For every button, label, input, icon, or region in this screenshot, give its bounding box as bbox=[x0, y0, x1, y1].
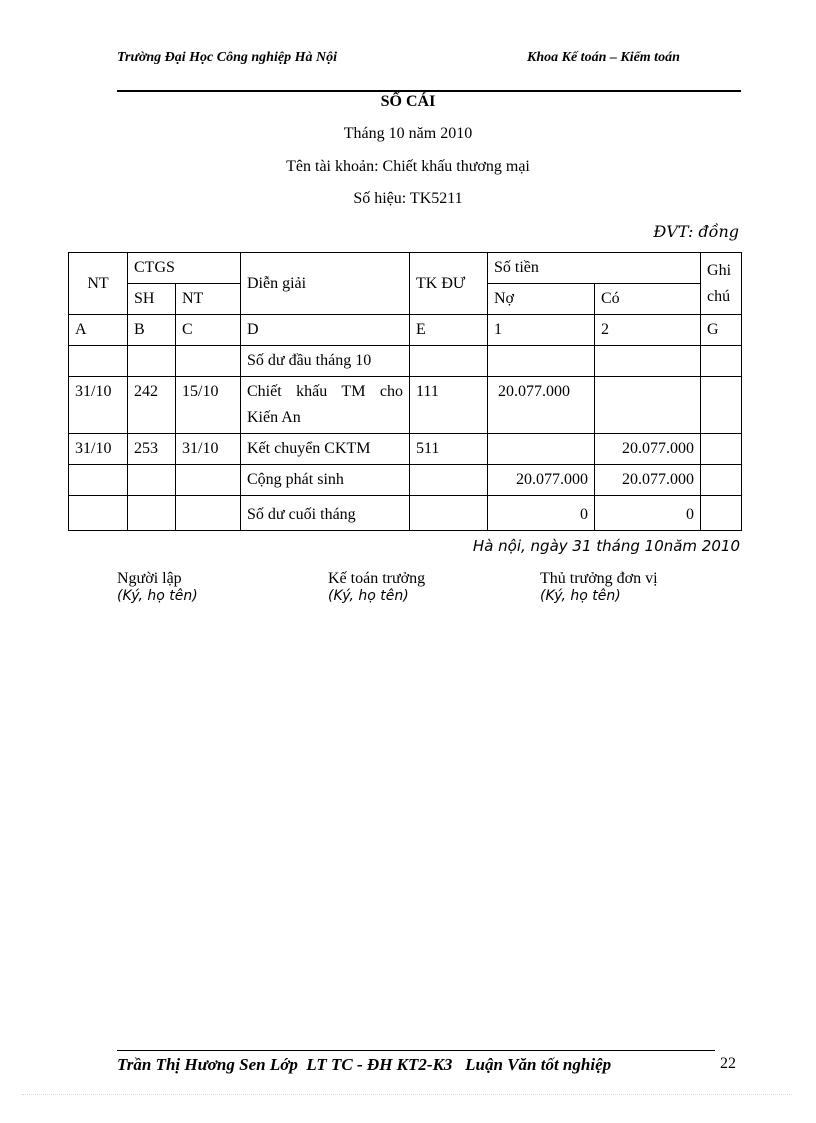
code-row bbox=[69, 315, 742, 346]
department-name: Khoa Kế toán – Kiểm toán bbox=[527, 50, 680, 65]
cell-nt bbox=[69, 346, 128, 377]
col-nt-header: NT bbox=[69, 253, 128, 315]
cell-nt2 bbox=[176, 465, 241, 496]
cell-credit bbox=[595, 377, 701, 434]
signature-note: (Ký, họ tên) bbox=[328, 588, 409, 604]
footer-text: Trần Thị Hương Sen Lớp LT TC - ĐH KT2-K3 Luận Văn tốt nghiệp bbox=[117, 1055, 612, 1074]
cell-debit: 0 bbox=[488, 496, 595, 531]
cell-desc: Số dư cuối tháng bbox=[241, 496, 410, 531]
col-amount-header: Số tiền bbox=[488, 253, 701, 284]
cell-debit bbox=[488, 346, 595, 377]
code-cell: C bbox=[176, 315, 241, 346]
ledger-title: SỔ CÁI bbox=[380, 93, 436, 110]
cell-credit bbox=[595, 346, 701, 377]
cell-sh: 253 bbox=[128, 434, 176, 465]
col-credit-header: Có bbox=[595, 284, 701, 315]
signature-role: Người lập bbox=[117, 570, 182, 587]
cell-credit: 0 bbox=[595, 496, 701, 531]
cell-nt: 31/10 bbox=[69, 377, 128, 434]
signature-note: (Ký, họ tên) bbox=[117, 588, 198, 604]
cell-note bbox=[701, 346, 742, 377]
unit-label: ĐVT: đồng bbox=[653, 222, 739, 241]
cell-sh bbox=[128, 465, 176, 496]
cell-note bbox=[701, 496, 742, 531]
cell-note bbox=[701, 465, 742, 496]
cell-sh bbox=[128, 346, 176, 377]
table-row bbox=[69, 377, 742, 434]
col-description-header: Diễn giải bbox=[241, 253, 410, 315]
page-number: 22 bbox=[720, 1055, 736, 1072]
cell-tk: 511 bbox=[410, 434, 488, 465]
cell-nt2: 31/10 bbox=[176, 434, 241, 465]
cell-nt2 bbox=[176, 496, 241, 531]
cell-debit: 20.077.000 bbox=[488, 465, 595, 496]
signature-role: Thủ trưởng đơn vị bbox=[540, 570, 658, 587]
cell-desc: Chiết khấu TM cho Kiến An bbox=[241, 377, 410, 434]
date-line: Hà nội, ngày 31 tháng 10năm 2010 bbox=[472, 537, 740, 555]
cell-sh: 242 bbox=[128, 377, 176, 434]
header-row-1 bbox=[69, 253, 742, 284]
col-debit-header: Nợ bbox=[488, 284, 595, 315]
table-row bbox=[69, 496, 742, 531]
cell-nt: 31/10 bbox=[69, 434, 128, 465]
signature-preparer bbox=[117, 570, 198, 604]
cell-desc: Kết chuyển CKTM bbox=[241, 434, 410, 465]
col-sh-header: SH bbox=[128, 284, 176, 315]
col-note-header: Ghi chú bbox=[701, 253, 742, 315]
cell-tk: 111 bbox=[410, 377, 488, 434]
cell-tk bbox=[410, 465, 488, 496]
cell-debit: 20.077.000 bbox=[488, 377, 595, 434]
code-cell: D bbox=[241, 315, 410, 346]
table-row bbox=[69, 465, 742, 496]
code-cell: B bbox=[128, 315, 176, 346]
cell-credit: 20.077.000 bbox=[595, 434, 701, 465]
ledger-month: Tháng 10 năm 2010 bbox=[343, 125, 473, 142]
account-name: Tên tài khoản: Chiết khấu thương mại bbox=[286, 158, 530, 175]
cell-tk bbox=[410, 346, 488, 377]
footer-divider bbox=[117, 1050, 715, 1051]
cell-tk bbox=[410, 496, 488, 531]
signature-note: (Ký, họ tên) bbox=[540, 588, 621, 604]
cell-nt2: 15/10 bbox=[176, 377, 241, 434]
cell-desc: Số dư đầu tháng 10 bbox=[241, 346, 410, 377]
cell-nt bbox=[69, 465, 128, 496]
header-divider bbox=[117, 90, 741, 92]
table-row bbox=[69, 434, 742, 465]
cell-sh bbox=[128, 496, 176, 531]
code-cell: 1 bbox=[488, 315, 595, 346]
cell-credit: 20.077.000 bbox=[595, 465, 701, 496]
code-cell: G bbox=[701, 315, 742, 346]
ledger-table bbox=[68, 252, 742, 531]
code-cell: E bbox=[410, 315, 488, 346]
col-nt2-header: NT bbox=[176, 284, 241, 315]
school-name: Trường Đại Học Công nghiệp Hà Nội bbox=[117, 50, 337, 65]
code-cell: A bbox=[69, 315, 128, 346]
cell-nt2 bbox=[176, 346, 241, 377]
page-bottom-rule bbox=[22, 1094, 792, 1095]
signature-director bbox=[540, 570, 658, 604]
cell-desc: Cộng phát sinh bbox=[241, 465, 410, 496]
table-row bbox=[69, 346, 742, 377]
cell-note bbox=[701, 377, 742, 434]
col-ctgs-header: CTGS bbox=[128, 253, 241, 284]
cell-note bbox=[701, 434, 742, 465]
cell-debit bbox=[488, 434, 595, 465]
code-cell: 2 bbox=[595, 315, 701, 346]
account-code: Số hiệu: TK5211 bbox=[353, 190, 463, 207]
cell-nt bbox=[69, 496, 128, 531]
col-tkdu-header: TK ĐƯ bbox=[410, 253, 488, 315]
signature-role: Kế toán trưởng bbox=[328, 570, 426, 587]
signature-chief-accountant bbox=[328, 570, 425, 604]
